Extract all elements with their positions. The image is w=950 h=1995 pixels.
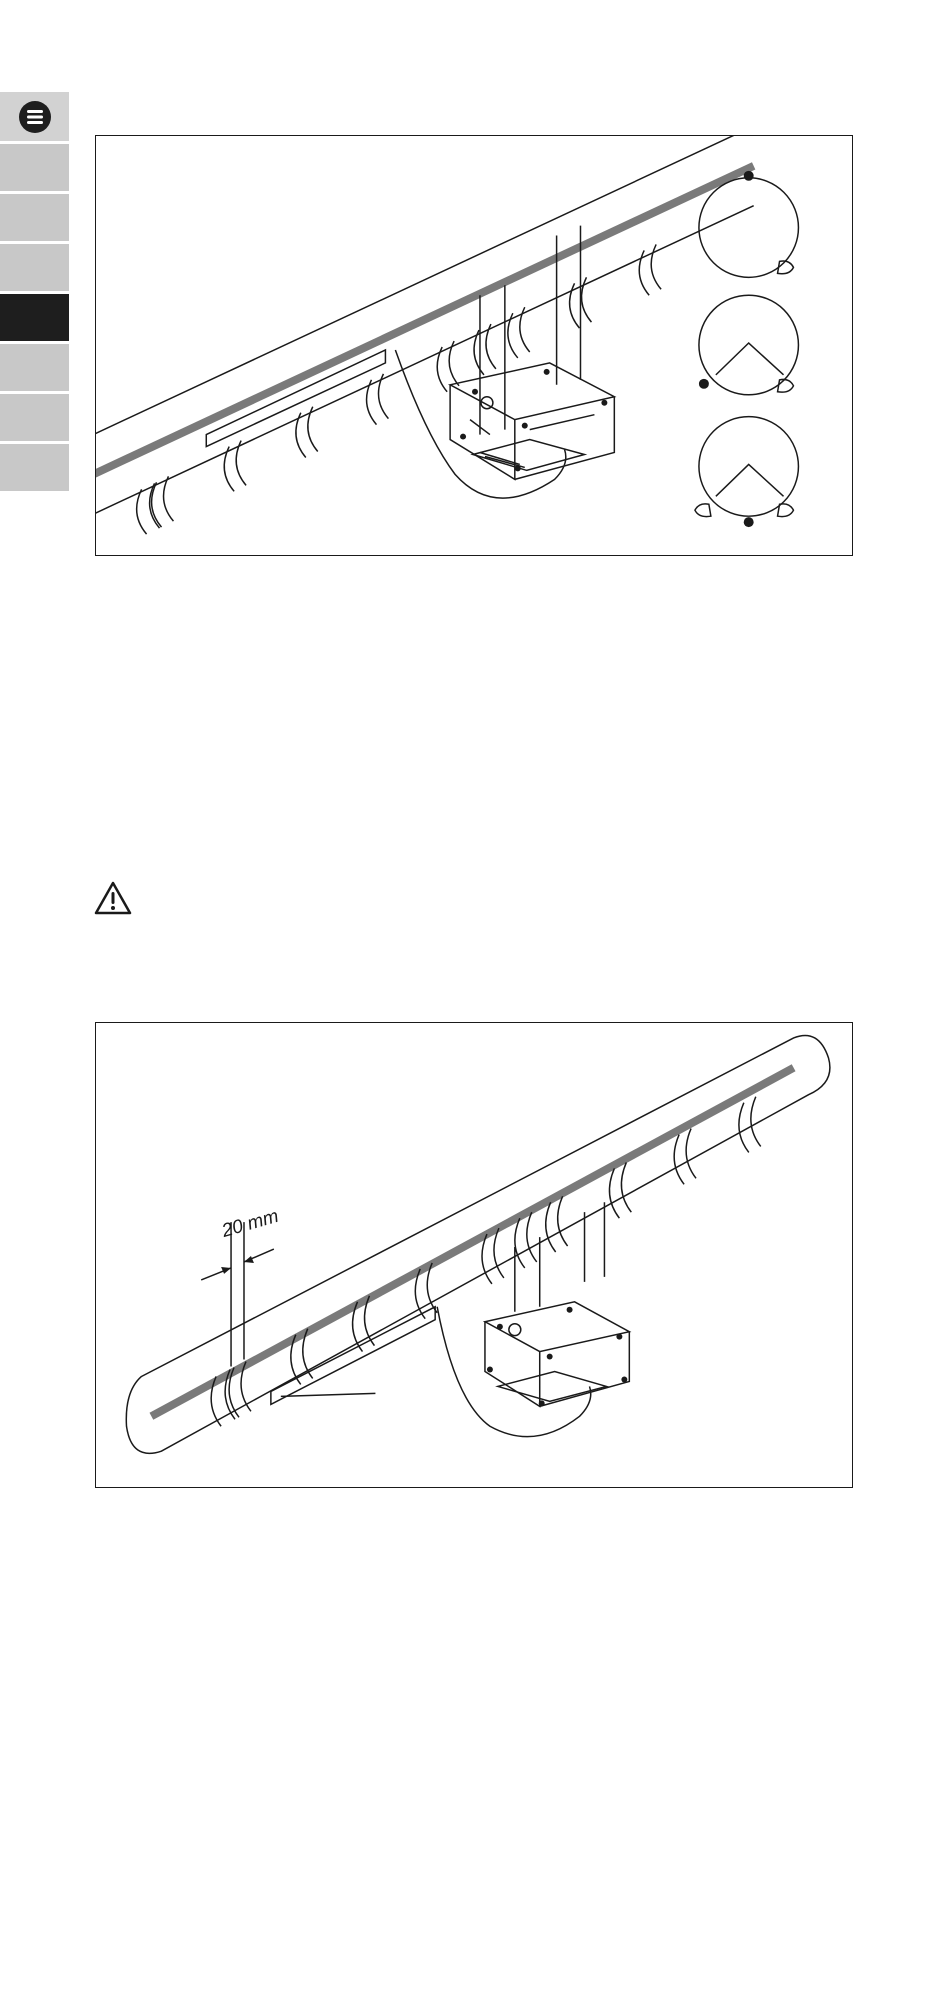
junction-box-top <box>485 1302 629 1352</box>
sidebar-tab-4-active[interactable] <box>0 294 69 341</box>
figure-pipe-installation <box>95 135 853 556</box>
dimension-arrows <box>201 1249 274 1280</box>
sidebar-tabs <box>0 92 69 494</box>
sidebar-menu-button[interactable] <box>0 92 69 141</box>
menu-icon <box>18 100 52 134</box>
orientation-circle-top <box>699 178 799 278</box>
sidebar-tab-6[interactable] <box>0 394 69 441</box>
pipe-illustration-1 <box>96 136 852 555</box>
warning-triangle-icon <box>93 880 133 916</box>
sidebar-tab-5[interactable] <box>0 344 69 391</box>
junction-box-gland <box>509 1324 521 1336</box>
sidebar-tab-1[interactable] <box>0 144 69 191</box>
heating-cable <box>151 1068 793 1416</box>
dimension-label-20mm: 20 mm <box>219 1205 281 1242</box>
sidebar-tab-2[interactable] <box>0 194 69 241</box>
heating-cable <box>96 166 754 478</box>
sidebar-tab-7[interactable] <box>0 444 69 491</box>
sidebar-tab-3[interactable] <box>0 244 69 291</box>
figure-cable-spacing <box>95 1022 853 1488</box>
pipe-edge-bottom <box>96 206 754 518</box>
pipe-body <box>126 1035 830 1453</box>
orientation-circle-bottom <box>699 417 799 517</box>
dimension-extension-lines <box>231 1222 244 1366</box>
pipe-illustration-2 <box>96 1023 852 1487</box>
pipe-edge-top <box>96 136 754 438</box>
